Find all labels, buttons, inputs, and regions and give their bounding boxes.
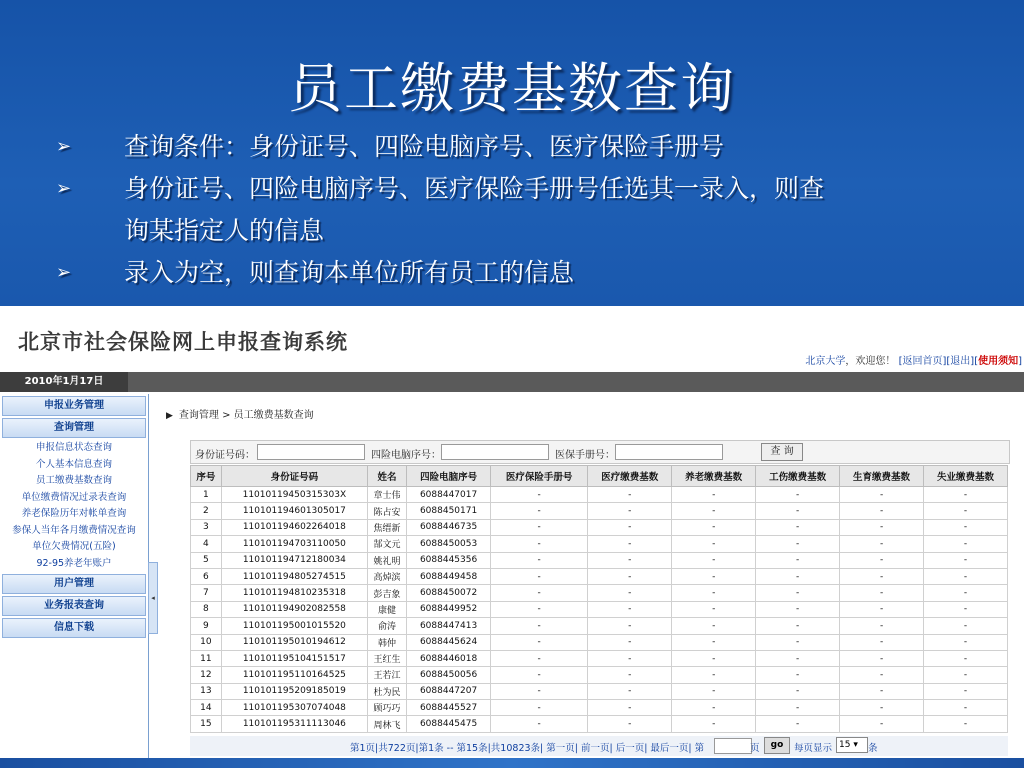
table-cell: 韩仲	[367, 634, 406, 650]
slide-bullets	[56, 126, 976, 294]
table-cell: 110101195209185019	[221, 683, 367, 699]
column-header: 生育缴费基数	[840, 466, 924, 487]
table-cell: -	[672, 716, 756, 732]
table-row[interactable]	[191, 601, 1008, 617]
table-cell: -	[672, 601, 756, 617]
sidebar-item-declare-status[interactable]: 申报信息状态查询	[35, 442, 112, 453]
table-cell: -	[756, 683, 840, 699]
medical-no-label: 医保手册号：	[555, 450, 615, 461]
table-cell: -	[491, 536, 588, 552]
table-cell: 11010119450315303X	[221, 487, 367, 503]
table-cell: -	[924, 683, 1008, 699]
table-cell: 6088450056	[407, 667, 491, 683]
table-cell: 陈占安	[367, 503, 406, 519]
table-cell: -	[588, 568, 672, 584]
per-page-label: 每页显示	[794, 743, 833, 754]
table-cell: 6088447017	[407, 487, 491, 503]
sidebar-item-pension-statement[interactable]: 养老保险历年对帐单查询	[21, 508, 127, 519]
table-cell: 6	[191, 568, 222, 584]
app-header	[0, 306, 1024, 372]
sidebar-item-payment-base[interactable]: 员工缴费基数查询	[35, 475, 112, 486]
table-cell: 6088449458	[407, 568, 491, 584]
table-cell: -	[672, 618, 756, 634]
table-header-row	[191, 466, 1008, 487]
id-number-input[interactable]	[257, 444, 365, 460]
table-cell: 110101194602264018	[221, 519, 367, 535]
table-cell: -	[491, 650, 588, 666]
table-cell: -	[924, 601, 1008, 617]
table-cell: 110101194703110050	[221, 536, 367, 552]
table-cell: -	[588, 552, 672, 568]
table-cell: -	[840, 650, 924, 666]
table-cell: 2	[191, 503, 222, 519]
table-row[interactable]	[191, 568, 1008, 584]
table-cell: -	[672, 585, 756, 601]
table-cell: -	[672, 568, 756, 584]
table-cell: -	[840, 601, 924, 617]
column-header: 姓名	[367, 466, 406, 487]
payment-base-table	[190, 465, 1008, 733]
table-cell: 13	[191, 683, 222, 699]
table-cell: 王红生	[367, 650, 406, 666]
column-header: 工伤缴费基数	[756, 466, 840, 487]
notice-link[interactable]: 使用须知	[978, 356, 1019, 367]
date-bar	[0, 372, 1024, 392]
table-cell: -	[840, 585, 924, 601]
pagination: 第1页|共722页|第1条 -- 第15条|共10823条| 第一页| 前一页| 后一页| 最后一页| 第 页 go 每页显示 15 ▾ 条	[190, 736, 1008, 756]
column-header: 失业缴费基数	[924, 466, 1008, 487]
table-cell: 110101195110164525	[221, 667, 367, 683]
main-content	[160, 394, 1024, 758]
table-cell: 康健	[367, 601, 406, 617]
table-cell: -	[840, 683, 924, 699]
table-cell: 俞涛	[367, 618, 406, 634]
table-cell: 彭吉象	[367, 585, 406, 601]
table-cell: 6088446018	[407, 650, 491, 666]
table-row[interactable]	[191, 487, 1008, 503]
slide-title: 员工缴费基数查询	[288, 57, 736, 120]
sidebar-item-pension-account[interactable]: 92-95养老年账户	[36, 557, 112, 569]
sidebar-collapse-handle[interactable]: ◂	[148, 562, 158, 634]
table-cell: -	[491, 667, 588, 683]
table-cell: 110101194601305017	[221, 503, 367, 519]
table-cell: 6088447413	[407, 618, 491, 634]
table-cell: -	[756, 716, 840, 732]
table-cell: -	[588, 634, 672, 650]
table-cell: -	[588, 618, 672, 634]
table-cell: -	[756, 601, 840, 617]
table-row[interactable]	[191, 585, 1008, 601]
table-cell: -	[491, 716, 588, 732]
table-cell: -	[756, 552, 840, 568]
table-cell: -	[840, 618, 924, 634]
table-row[interactable]	[191, 650, 1008, 666]
table-cell: -	[756, 503, 840, 519]
table-cell: 110101195307074048	[221, 700, 367, 716]
table-cell: -	[840, 519, 924, 535]
table-cell: 顾巧巧	[367, 700, 406, 716]
table-cell: -	[924, 568, 1008, 584]
sidebar-section-download[interactable]: 信息下载	[2, 618, 146, 638]
table-cell: -	[840, 487, 924, 503]
sidebar-section-query[interactable]: 查询管理	[2, 418, 146, 438]
table-cell: -	[840, 552, 924, 568]
table-cell: 焦缙新	[367, 519, 406, 535]
table-cell: 110101194810235318	[221, 585, 367, 601]
table-cell: 9	[191, 618, 222, 634]
table-cell: 1	[191, 487, 222, 503]
sidebar-item-arrears[interactable]: 单位欠费情况(五险)	[32, 541, 116, 552]
table-cell: -	[924, 536, 1008, 552]
table-cell: -	[924, 618, 1008, 634]
sidebar	[0, 394, 149, 758]
table-cell: -	[672, 650, 756, 666]
table-cell: -	[588, 700, 672, 716]
table-cell: -	[756, 585, 840, 601]
table-cell: 杜为民	[367, 683, 406, 699]
table-cell: 6088450171	[407, 503, 491, 519]
table-cell: -	[924, 667, 1008, 683]
table-cell: -	[756, 487, 840, 503]
table-cell: -	[672, 700, 756, 716]
table-cell: -	[924, 552, 1008, 568]
computer-no-label: 四险电脑序号：	[371, 450, 441, 461]
table-cell: -	[924, 503, 1008, 519]
org-name: 北京大学	[805, 356, 846, 367]
table-cell: -	[491, 487, 588, 503]
table-cell: 12	[191, 667, 222, 683]
arrow-icon: ➢	[56, 136, 72, 157]
table-cell: -	[491, 585, 588, 601]
table-cell: -	[924, 487, 1008, 503]
sidebar-item-personal-info[interactable]: 个人基本信息查询	[35, 458, 112, 470]
table-cell: -	[588, 716, 672, 732]
table-row[interactable]	[191, 634, 1008, 650]
table-cell: 姚礼明	[367, 552, 406, 568]
table-cell: -	[588, 683, 672, 699]
table-cell: -	[491, 568, 588, 584]
table-row[interactable]	[191, 519, 1008, 535]
table-cell: -	[756, 700, 840, 716]
home-link[interactable]: [返回首页]	[898, 356, 947, 367]
table-row[interactable]	[191, 536, 1008, 552]
table-cell: 11	[191, 650, 222, 666]
table-cell: 6088447207	[407, 683, 491, 699]
table-cell: -	[840, 700, 924, 716]
user-bar: 北京大学，欢迎您！ [返回首页][退出][使用须知]	[805, 356, 1022, 367]
table-cell: -	[588, 487, 672, 503]
table-cell: -	[491, 503, 588, 519]
table-cell: -	[672, 683, 756, 699]
table-cell: -	[924, 519, 1008, 535]
table-cell: -	[672, 536, 756, 552]
pagination-summary[interactable]: 第1页|共722页|第1条 -- 第15条|共10823条| 第一页| 前一页| 后一页| 最后一页| 第	[350, 743, 705, 754]
page-number-input[interactable]	[714, 738, 752, 754]
table-cell: -	[840, 536, 924, 552]
table-cell: 6088445356	[407, 552, 491, 568]
table-cell: -	[924, 585, 1008, 601]
table-cell: -	[588, 601, 672, 617]
table-cell: -	[672, 487, 756, 503]
table-cell: 3	[191, 519, 222, 535]
table-cell: -	[924, 650, 1008, 666]
bullet-1: ➢ 查询条件：身份证号、四险电脑序号、医疗保险手册号	[56, 126, 976, 168]
sidebar-item-monthly-payment[interactable]: 参保人当年各月缴费情况查询	[12, 524, 136, 536]
table-row[interactable]	[191, 700, 1008, 716]
go-button[interactable]: go	[764, 737, 790, 754]
medical-no-input[interactable]	[615, 444, 723, 460]
table-cell: -	[672, 519, 756, 535]
table-cell: 王若江	[367, 667, 406, 683]
table-cell: 6088446735	[407, 519, 491, 535]
table-row[interactable]	[191, 683, 1008, 699]
query-button[interactable]: 查 询	[761, 443, 803, 461]
table-cell: -	[588, 650, 672, 666]
table-cell: -	[491, 519, 588, 535]
column-header: 身份证号码	[221, 466, 367, 487]
table-cell: 高焯滨	[367, 568, 406, 584]
table-cell: 110101194902082558	[221, 601, 367, 617]
current-date: 2010年1月17日	[0, 372, 128, 392]
per-page-select[interactable]: 15 ▾	[836, 737, 868, 753]
table-cell: 7	[191, 585, 222, 601]
table-cell: -	[491, 552, 588, 568]
table-cell: -	[840, 667, 924, 683]
table-cell: -	[840, 634, 924, 650]
table-cell: -	[840, 568, 924, 584]
table-cell: -	[491, 601, 588, 617]
table-cell: -	[588, 536, 672, 552]
table-cell: -	[756, 568, 840, 584]
table-cell: -	[491, 634, 588, 650]
table-cell: 4	[191, 536, 222, 552]
table-cell: 15	[191, 716, 222, 732]
sidebar-section-reports[interactable]: 业务报表查询	[2, 596, 146, 616]
table-cell: 110101195104151517	[221, 650, 367, 666]
query-filter	[190, 440, 1010, 464]
table-cell: 6088445624	[407, 634, 491, 650]
bullet-3: ➢ 录入为空，则查询本单位所有员工的信息	[56, 252, 976, 294]
table-cell: -	[588, 519, 672, 535]
table-row[interactable]	[191, 503, 1008, 519]
column-header: 四险电脑序号	[407, 466, 491, 487]
table-cell: 6088445475	[407, 716, 491, 732]
app-logo: 北京市社会保险网上申报查询系统	[18, 330, 348, 354]
arrow-icon: ➢	[56, 262, 72, 283]
table-cell: -	[756, 650, 840, 666]
table-cell: -	[756, 536, 840, 552]
table-cell: -	[588, 585, 672, 601]
app-screenshot	[0, 306, 1024, 758]
table-cell: -	[840, 716, 924, 732]
table-cell: -	[672, 503, 756, 519]
table-cell: -	[924, 700, 1008, 716]
table-row[interactable]	[191, 716, 1008, 732]
table-cell: -	[756, 667, 840, 683]
table-cell: 6088450053	[407, 536, 491, 552]
sidebar-item-unit-payment[interactable]: 单位缴费情况过录表查询	[21, 491, 127, 503]
column-header: 医疗保险手册号	[491, 466, 588, 487]
table-cell: 郜文元	[367, 536, 406, 552]
table-cell: 5	[191, 552, 222, 568]
table-cell: 110101194805274515	[221, 568, 367, 584]
table-cell: 6088445527	[407, 700, 491, 716]
table-cell: 6088450072	[407, 585, 491, 601]
table-cell: 110101195010194612	[221, 634, 367, 650]
slide-footer-band	[0, 758, 1024, 768]
column-header: 医疗缴费基数	[588, 466, 672, 487]
table-cell: -	[672, 667, 756, 683]
table-cell: 8	[191, 601, 222, 617]
table-cell: -	[491, 618, 588, 634]
table-cell: -	[491, 700, 588, 716]
table-body	[191, 487, 1008, 733]
table-cell: 周林飞	[367, 716, 406, 732]
bullet-2: ➢ 身份证号、四险电脑序号、医疗保险手册号任选其一录入，则查 询某指定人的信息	[56, 168, 976, 252]
table-row[interactable]	[191, 618, 1008, 634]
arrow-icon: ➢	[56, 178, 72, 199]
table-cell: -	[924, 716, 1008, 732]
table-cell: -	[924, 634, 1008, 650]
table-cell: 110101194712180034	[221, 552, 367, 568]
table-cell: -	[840, 503, 924, 519]
table-cell: -	[756, 634, 840, 650]
id-label: 身份证号码：	[195, 450, 255, 461]
breadcrumb: ▶ 查询管理 > 员工缴费基数查询	[166, 410, 314, 421]
table-cell: 6088449952	[407, 601, 491, 617]
table-cell: -	[491, 683, 588, 699]
column-header: 序号	[191, 466, 222, 487]
sidebar-section-declare[interactable]: 申报业务管理	[2, 396, 146, 416]
table-cell: 110101195311113046	[221, 716, 367, 732]
table-cell: 章士伟	[367, 487, 406, 503]
table-cell: 110101195001015520	[221, 618, 367, 634]
triangle-icon: ▶	[166, 411, 173, 421]
logout-link[interactable]: [退出]	[946, 356, 975, 367]
computer-no-input[interactable]	[441, 444, 549, 460]
table-cell: -	[756, 618, 840, 634]
table-row[interactable]	[191, 667, 1008, 683]
table-cell: -	[672, 552, 756, 568]
table-cell: 14	[191, 700, 222, 716]
table-cell: -	[756, 519, 840, 535]
column-header: 养老缴费基数	[672, 466, 756, 487]
table-cell: -	[588, 667, 672, 683]
table-cell: 10	[191, 634, 222, 650]
table-cell: -	[672, 634, 756, 650]
table-row[interactable]	[191, 552, 1008, 568]
table-cell: -	[588, 503, 672, 519]
sidebar-section-users[interactable]: 用户管理	[2, 574, 146, 594]
